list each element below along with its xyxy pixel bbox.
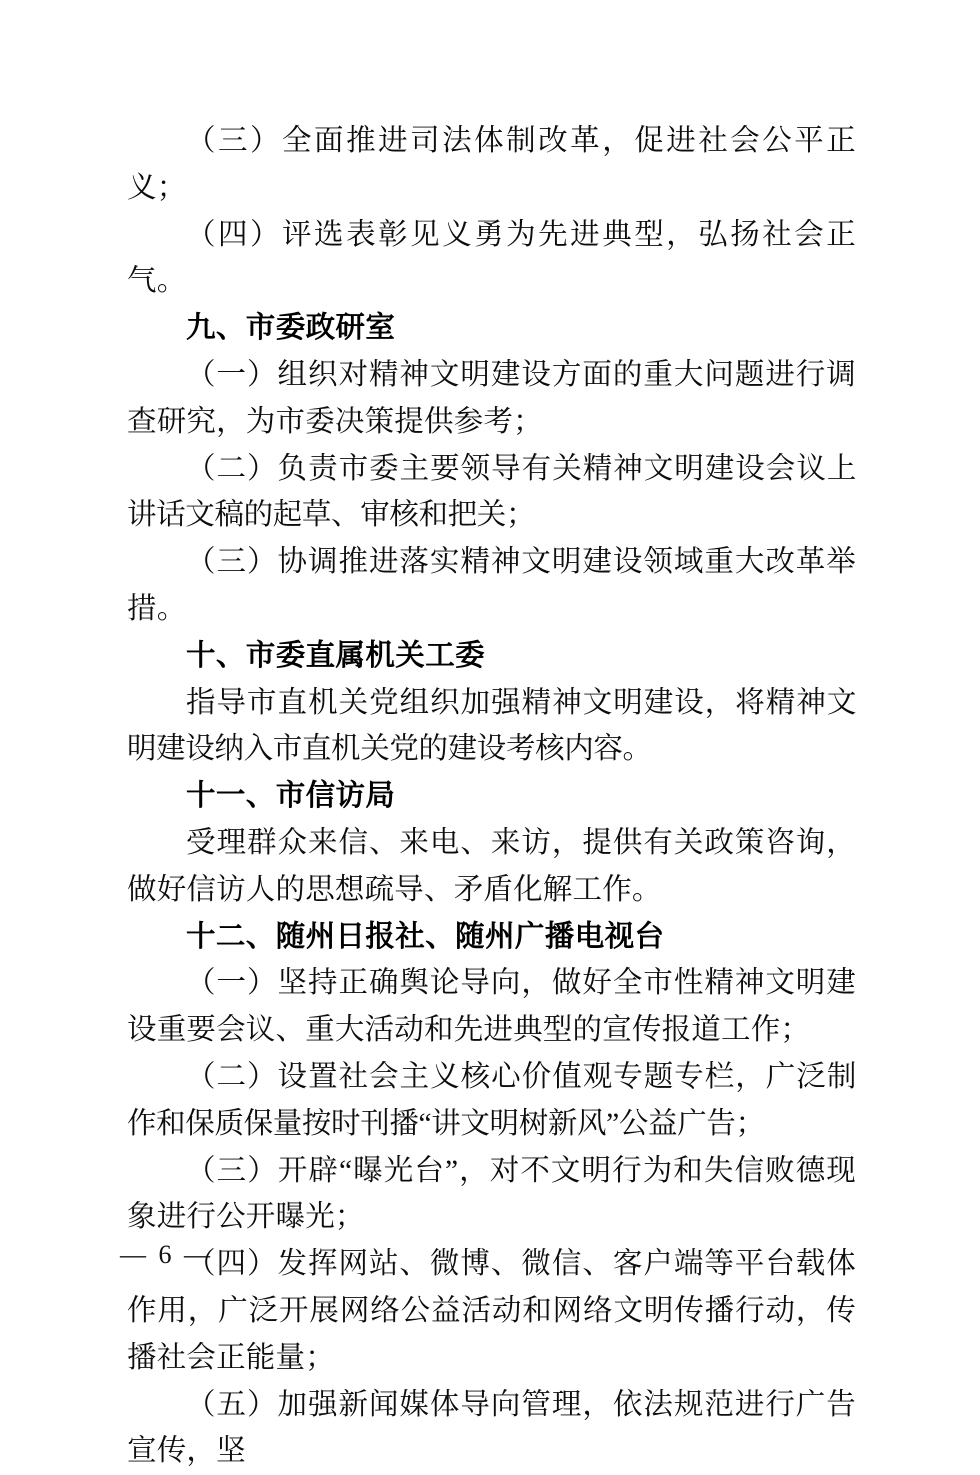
document-text-column [127,118,856,1475]
section9-item-1-research-major-issues: （一）组织对精神文明建设方面的重大问题进行调查研究，为市委决策提供参考； [127,358,856,438]
section9-item-2-speech-drafting: （二）负责市委主要领导有关精神文明建设会议上讲话文稿的起草、审核和把关； [127,452,856,532]
page-number: — 6 — [120,1240,213,1269]
section-10-municipal-party-direct-organs-work-committee: 十、市委直属机关工委 [186,638,486,672]
section9-item-3-coordinate-reform-measures: （三）协调推进落实精神文明建设领域重大改革举措。 [127,546,856,625]
section-11-municipal-petition-bureau: 十一、市信访局 [186,779,396,813]
section12-item-2-core-values-column: （二）设置社会主义核心价值观专题专栏，广泛制作和保质保量按时刊播“讲文明树新风”公益广告； [127,1060,856,1140]
section12-item-1-public-opinion-guidance: （一）坚持正确舆论导向，做好全市性精神文明建设重要会议、重大活动和先进典型的宣传报道工作； [127,967,856,1047]
section-12-suizhou-daily-and-broadcasting-tv: 十二、随州日报社、随州广播电视台 [186,919,665,953]
section10-body: 指导市直机关党组织加强精神文明建设，将精神文明建设纳入市直机关党的建设考核内容。 [127,686,856,766]
item-3-judicial-reform: （三）全面推进司法体制改革，促进社会公平正义； [127,125,856,204]
section12-item-3-exposure-platform: （三）开辟“曝光台”，对不文明行为和失信败德现象进行公开曝光； [127,1154,856,1234]
section12-item-5-media-guidance-management: （五）加强新闻媒体导向管理，依法规范进行广告宣传，坚 [127,1388,856,1468]
item-4-brave-deeds-recognition: （四）评选表彰见义勇为先进典型，弘扬社会正气。 [127,218,856,298]
section11-body: 受理群众来信、来电、来访，提供有关政策咨询，做好信访人的思想疏导、矛盾化解工作。 [127,826,856,906]
section12-item-4-online-platforms: （四）发挥网站、微博、微信、客户端等平台载体作用，广泛开展网络公益活动和网络文明传播行动，传播社会正能量； [127,1248,856,1374]
section-9-municipal-policy-research-office: 九、市委政研室 [186,311,396,345]
